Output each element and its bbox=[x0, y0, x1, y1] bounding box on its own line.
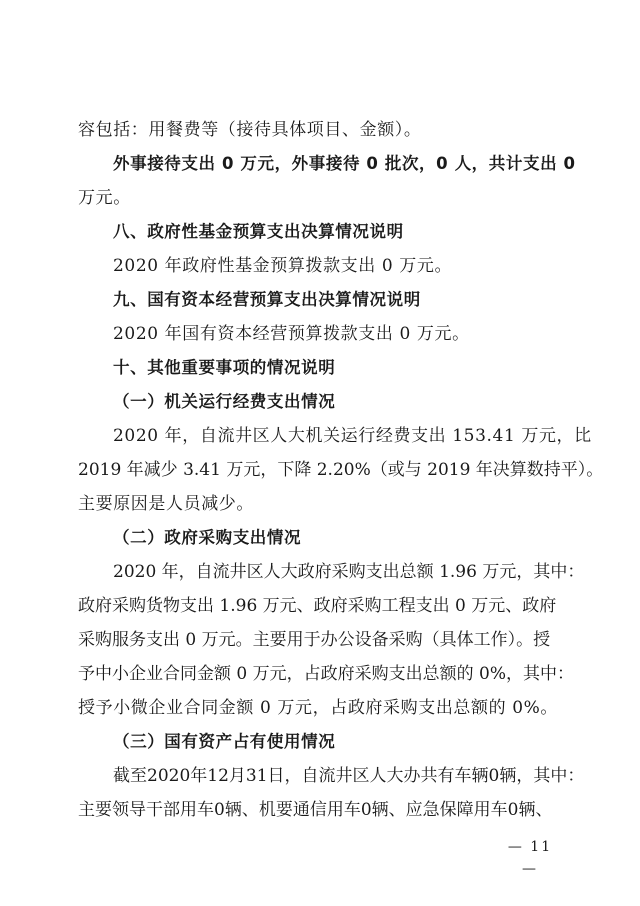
subsection-heading: （二）政府采购支出情况 bbox=[113, 528, 302, 547]
paragraph-line: 主要领导干部用车0辆、机要通信用车0辆、应急保障用车0辆、 bbox=[78, 800, 553, 820]
paragraph-line: 截至2020年12月31日，自流井区人大办共有车辆0辆，其中： bbox=[113, 766, 585, 786]
paragraph-line: 外事接待支出 0 万元，外事接待 0 批次，0 人，共计支出 0 bbox=[113, 154, 576, 173]
paragraph-line: 予中小企业合同金额 0 万元，占政府采购支出总额的 0%，其中： bbox=[78, 664, 574, 684]
paragraph-line: 容包括：用餐费等（接待具体项目、金额）。 bbox=[78, 120, 422, 140]
paragraph-line: 2020 年政府性基金预算拨款支出 0 万元。 bbox=[113, 256, 453, 276]
subsection-heading: （一）机关运行经费支出情况 bbox=[113, 392, 336, 411]
paragraph-line: 2020 年，自流井区人大机关运行经费支出 153.41 万元，比 bbox=[113, 426, 592, 446]
subsection-heading: （三）国有资产占有使用情况 bbox=[113, 732, 336, 751]
paragraph-line: 2020 年国有资本经营预算拨款支出 0 万元。 bbox=[113, 324, 470, 344]
section-heading: 九、国有资本经营预算支出决算情况说明 bbox=[113, 290, 421, 309]
paragraph-line: 万元。 bbox=[78, 188, 131, 208]
paragraph-line: 政府采购货物支出 1.96 万元、政府采购工程支出 0 万元、政府 bbox=[78, 596, 557, 616]
page-number: — 11 — bbox=[507, 839, 553, 877]
paragraph-line: 2020 年，自流井区人大政府采购支出总额 1.96 万元，其中： bbox=[113, 562, 585, 582]
section-heading: 十、其他重要事项的情况说明 bbox=[113, 358, 336, 377]
paragraph-line: 2019 年减少 3.41 万元，下降 2.20%（或与 2019 年决算数持平）。 bbox=[78, 460, 604, 480]
paragraph-line: 主要原因是人员减少。 bbox=[78, 494, 254, 514]
section-heading: 八、政府性基金预算支出决算情况说明 bbox=[113, 222, 404, 241]
paragraph-line: 授予小微企业合同金额 0 万元，占政府采购支出总额的 0%。 bbox=[78, 698, 558, 718]
paragraph-line: 采购服务支出 0 万元。主要用于办公设备采购（具体工作）。授 bbox=[78, 630, 551, 650]
